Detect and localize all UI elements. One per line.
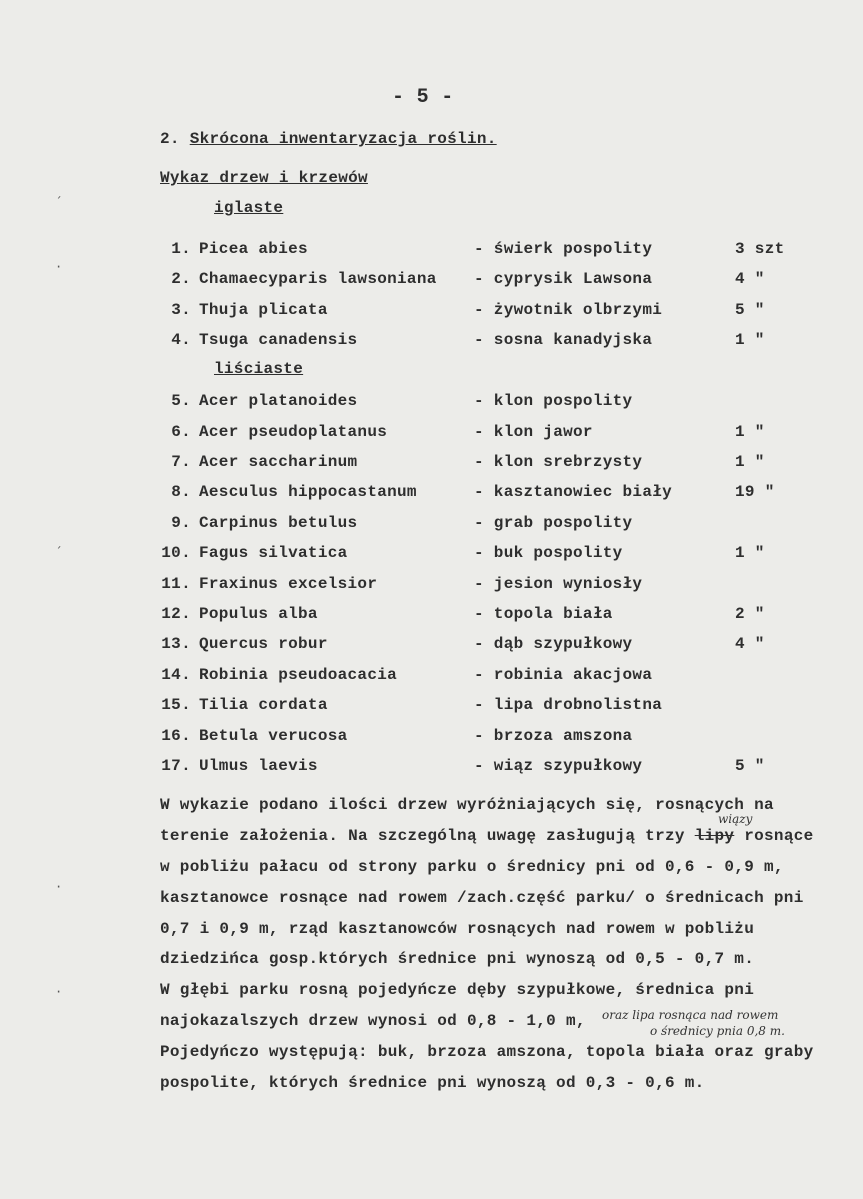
handwritten-note: oraz lipa rosnąca nad rowem [602,1008,779,1022]
latin-name: Picea abies [199,240,308,258]
item-number: 8. [171,483,191,501]
polish-name: - wiąz szypułkowy [474,757,643,775]
polish-name: - cyprysik Lawsona [474,270,653,288]
item-number: 7. [171,453,191,471]
handwritten-note: o średnicy pnia 0,8 m. [650,1024,785,1038]
latin-name: Acer pseudoplatanus [199,423,388,441]
paragraph-line: Pojedyńczo występują: buk, brzoza amszona, topola biała oraz graby [160,1043,814,1061]
quantity: 1 " [735,331,765,349]
paragraph-line: najokazalszych drzew wynosi od 0,8 - 1,0 m, [160,1012,586,1030]
latin-name: Robinia pseudoacacia [199,666,398,684]
list-heading: Wykaz drzew i krzewów [160,169,368,187]
latin-name: Ulmus laevis [199,757,318,775]
group-heading-coniferous: iglaste [214,199,284,217]
item-number: 4. [171,331,191,349]
group-heading-deciduous: liściaste [214,360,304,378]
quantity: 5 " [735,301,765,319]
margin-mark: · [55,260,63,274]
item-number: 14. [161,666,191,684]
polish-name: - brzoza amszona [474,727,633,745]
item-number: 13. [161,635,191,653]
paragraph-line: kasztanowce rosnące nad rowem /zach.część parku/ o średnicach pni [160,889,804,907]
polish-name: - topola biała [474,605,613,623]
item-number: 17. [161,757,191,775]
polish-name: - robinia akacjowa [474,666,653,684]
paragraph-line: W głębi parku rosną pojedyńcze dęby szypułkowe, średnica pni [160,981,755,999]
quantity: 5 " [735,757,765,775]
latin-name: Betula verucosa [199,727,348,745]
latin-name: Thuja plicata [199,301,328,319]
latin-name: Aesculus hippocastanum [199,483,417,501]
latin-name: Acer saccharinum [199,453,358,471]
section-heading [160,130,497,148]
polish-name: - świerk pospolity [474,240,653,258]
paragraph-line: dziedzińca gosp.których średnice pni wynoszą od 0,5 - 0,7 m. [160,950,755,968]
polish-name: - buk pospolity [474,544,623,562]
item-number: 5. [171,392,191,410]
latin-name: Carpinus betulus [199,514,358,532]
latin-name: Acer platanoides [199,392,358,410]
polish-name: - klon srebrzysty [474,453,643,471]
item-number: 12. [161,605,191,623]
polish-name: - kasztanowiec biały [474,483,673,501]
item-number: 6. [171,423,191,441]
margin-mark: · [55,880,63,894]
latin-name: Tilia cordata [199,696,328,714]
quantity: 1 " [735,544,765,562]
paragraph-text: terenie założenia. Na szczególną uwagę zasługują trzy [160,827,685,845]
paragraph-line [160,827,814,845]
latin-name: Fraxinus excelsior [199,575,378,593]
quantity: 19 " [735,483,775,501]
paragraph-line: W wykazie podano ilości drzew wyróżniających się, rosnących na [160,796,774,814]
item-number: 16. [161,727,191,745]
polish-name: - klon jawor [474,423,593,441]
quantity: 3 szt [735,240,785,258]
polish-name: - grab pospolity [474,514,633,532]
paragraph-line: 0,7 i 0,9 m, rząd kasztanowców rosnących nad rowem w pobliżu [160,920,755,938]
handwritten-insertion: wiązy [718,812,753,826]
latin-name: Chamaecyparis lawsoniana [199,270,437,288]
polish-name: - sosna kanadyjska [474,331,653,349]
item-number: 11. [161,575,191,593]
item-number: 3. [171,301,191,319]
latin-name: Tsuga canadensis [199,331,358,349]
polish-name: - klon pospolity [474,392,633,410]
margin-mark: ´ [55,545,63,559]
margin-mark: · [55,985,63,999]
paragraph-text: rosnące [744,827,814,845]
latin-name: Quercus robur [199,635,328,653]
page-number: - 5 - [392,86,454,109]
latin-name: Fagus silvatica [199,544,348,562]
quantity: 4 " [735,270,765,288]
polish-name: - jesion wyniosły [474,575,643,593]
margin-mark: ´ [55,195,63,209]
section-number: 2. [160,130,180,148]
paragraph-line: w pobliżu pałacu od strony parku o średnicy pni od 0,6 - 0,9 m, [160,858,784,876]
polish-name: - dąb szypułkowy [474,635,633,653]
quantity: 2 " [735,605,765,623]
paragraph-line: pospolite, których średnice pni wynoszą od 0,3 - 0,6 m. [160,1074,705,1092]
item-number: 9. [171,514,191,532]
item-number: 2. [171,270,191,288]
item-number: 15. [161,696,191,714]
section-title: Skrócona inwentaryzacja roślin. [189,130,497,148]
quantity: 4 " [735,635,765,653]
polish-name: - lipa drobnolistna [474,696,663,714]
latin-name: Populus alba [199,605,318,623]
quantity: 1 " [735,423,765,441]
quantity: 1 " [735,453,765,471]
item-number: 10. [161,544,191,562]
item-number: 1. [171,240,191,258]
struck-word: lipy [694,827,735,845]
polish-name: - żywotnik olbrzymi [474,301,663,319]
